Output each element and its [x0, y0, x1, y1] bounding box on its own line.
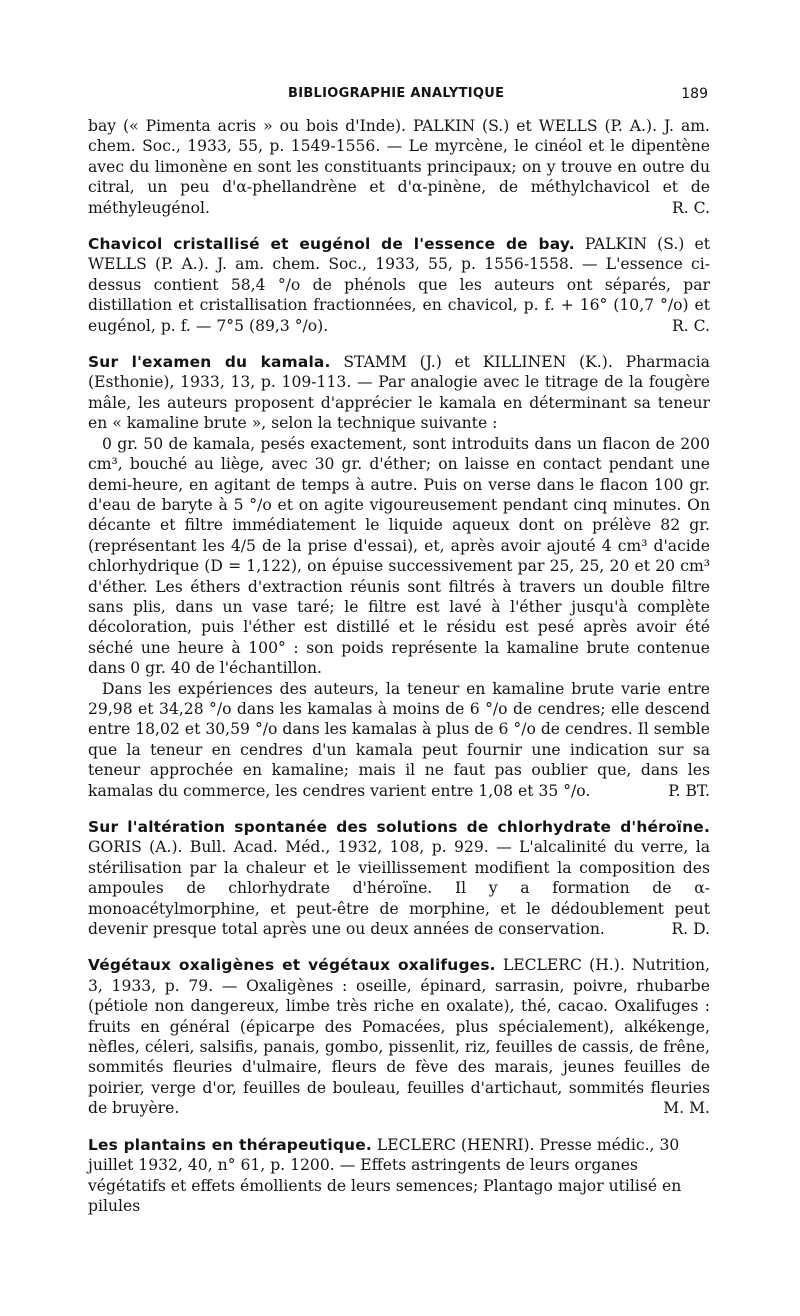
entry-text: Végétaux oxaligènes et végétaux oxalifuges. LECLERC (H.). Nutrition, 3, 1933, p. 79. — Oxaligènes : oseille, épinard, sarrasin, poivre, rhubarbe (pétiole non dangereux, limbe très riche en oxalate), thé, cacao. Oxalifuges : fruits en général (épicarpe des Pomacées, plus spécialement), alkékenge, nèfles, céleri, salsifis, panais, gombo, pissenlit, riz, feuilles de cassis, de frêne, sommités fleuries d'ulmaire, fleurs de fève des marais, jeunes feuilles de poirier, verge d'or, feuilles de bouleau, feuilles d'artichaut, sommités fleuries de bruyère. M. M. — [88, 956, 710, 1118]
entry-title: Végétaux oxaligènes et végétaux oxalifuges. — [88, 956, 496, 975]
running-header — [88, 82, 710, 108]
entry-kamala — [88, 352, 710, 801]
author-signature: M. M. — [663, 1099, 710, 1118]
entry-chavicol — [88, 234, 710, 336]
running-title: BIBLIOGRAPHIE ANALYTIQUE — [288, 86, 505, 101]
author-signature: R. C. — [672, 316, 710, 335]
entry-title: Chavicol cristallisé et eugénol de l'essence de bay. — [88, 235, 575, 254]
entry-vegetaux — [88, 955, 710, 1118]
entry-text: Sur l'altération spontanée des solutions de chlorhydrate d'héroïne. GORIS (A.). Bull. Acad. Méd., 1932, 108, p. 929. — L'alcalinité du verre, la stérilisation par la chaleur et le vieillissement modifient la composition des ampoules de chlorhydrate d'héroïne. Il y a formation de α-monoacétylmorphine, et peut-être de morphine, et le dédoublement peut devenir presque total après une ou deux années de conservation. R. D. — [88, 818, 710, 939]
entry-title: Sur l'examen du kamala. — [88, 353, 331, 372]
author-signature: P. BT. — [668, 781, 710, 800]
page — [88, 82, 710, 1216]
entry-heroine — [88, 817, 710, 939]
entry-text: Chavicol cristallisé et eugénol de l'essence de bay. PALKIN (S.) et WELLS (P. A.). J. am. chem. Soc., 1933, 55, p. 1556-1558. — L'essence ci-dessus contient 58,4 °/o de phénols que les auteurs ont séparés, par distillation et cristallisation fractionnées, en chavicol, p. f. + 16° (10,7 °/o) et eugénol, p. f. — 7°5 (89,3 °/o). R. C. — [88, 235, 710, 335]
entry-text: Sur l'examen du kamala. STAMM (J.) et KILLINEN (K.). Pharmacia (Esthonie), 1933, 13, p. 109-113. — Par analogie avec le titrage de la fougère mâle, les auteurs proposent d'apprécier le kamala en déterminant sa teneur en « kamaline brute », selon la technique suivante : — [88, 353, 710, 433]
entry-text: Les plantains en thérapeutique. LECLERC (HENRI). Presse médic., 30 juillet 1932, 40, n° 61, p. 1200. — Effets astringents de leurs organes végétatifs et effets émollients de leurs semences; Plantago major utilisé en pilules — [88, 1135, 682, 1215]
entry-title: Sur l'altération spontanée des solutions de chlorhydrate d'héroïne. — [88, 818, 710, 836]
entry-text: bay (« Pimenta acris » ou bois d'Inde). PALKIN (S.) et WELLS (P. A.). J. am. chem. Soc., 1933, 55, p. 1549-1556. — Le myrcène, le cinéol et le dipentène avec du limonène en sont les constituants principaux; on y trouve en outre du citral, un peu d'α-phellandrène et d'α-pinène, de méthylchavicol et de méthyleugénol. R. C. — [88, 117, 710, 217]
entry-plantains — [88, 1135, 710, 1217]
author-signature: R. C. — [672, 198, 710, 217]
author-signature: R. D. — [671, 920, 710, 939]
entry-title: Les plantains en thérapeutique. — [88, 1135, 372, 1154]
entry-paragraph: 0 gr. 50 de kamala, pesés exactement, sont introduits dans un flacon de 200 cm³, bouché au liège, avec 30 gr. d'éther; on laisse en contact pendant une demi-heure, en agitant de temps à autre. Puis on verse dans le flacon 100 gr. d'eau de baryte à 5 °/o et on agite vigoureusement pendant cinq minutes. On décante et filtre immédiatement le liquide aqueux dont on prélève 82 gr. (représentant les 4/5 de la prise d'essai), et, après avoir ajouté 4 cm³ d'acide chlorhydrique (D = 1,122), on épuise successivement par 25, 25, 20 et 20 cm³ d'éther. Les éthers d'extraction réunis sont filtrés à travers un double filtre sans plis, dans un vase taré; le filtre est lavé à l'éther jusqu'à complète décoloration, puis l'éther est distillé et le résidu est pesé après avoir été séché une heure à 100° : son poids représente la kamaline brute contenue dans 0 gr. 40 de l'échantillon. — [88, 434, 710, 678]
entry-paragraph: Dans les expériences des auteurs, la teneur en kamaline brute varie entre 29,98 et 34,28 °/o dans les kamalas à moins de 6 °/o de cendres; elle descend entre 18,02 et 30,59 °/o dans les kamalas à plus de 6 °/o de cendres. Il semble que la teneur en cendres d'un kamala peut fournir une indication sur sa teneur approchée en kamaline; mais il ne faut pas oublier que, dans les kamalas du commerce, les cendres varient entre 1,08 et 35 °/o. P. BT. — [88, 679, 710, 800]
page-number: 189 — [681, 86, 708, 102]
entry-bay — [88, 116, 710, 218]
